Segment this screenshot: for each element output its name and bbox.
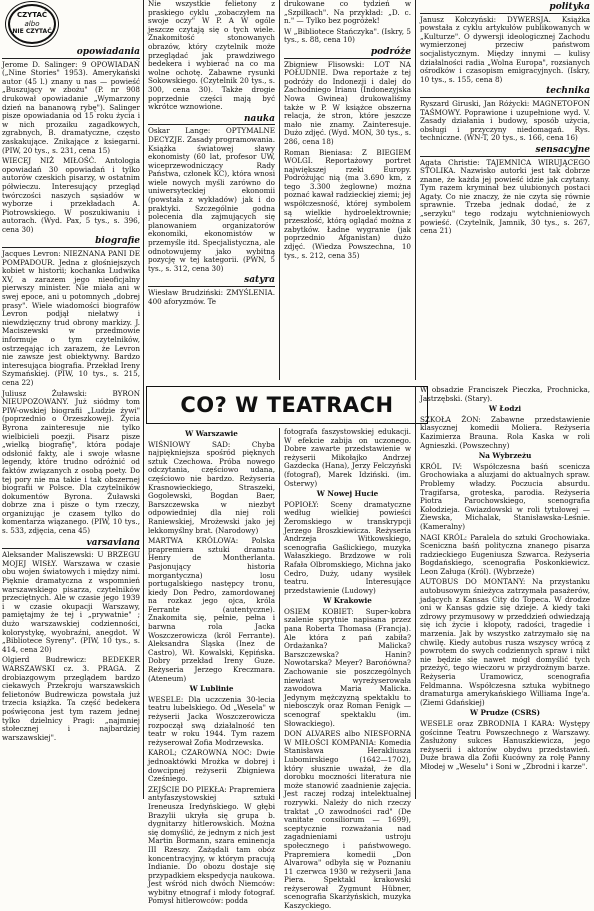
city-nowa-huta: W Nowej Hucie: [316, 489, 379, 499]
review-salinger: Jerome D. Salinger: 9 OPOWIADAŃ („Nine Stories" 1953). Amerykański autor (45 l.) znany u nas — powieść „Buszujący w zbożu" (P. nr 908 drukował opowiadanie „Wymarzony dzień na bananową rybę"). Salinger pisze opowiadania od 15 roku życia i w nich prozaiku zagadkowych, zgrabnych, B. dramatyczne, często zaskakujące. Znikające z ksiegarni. (PIW, 20 tys., s. 231, cena 15): [2, 59, 140, 155]
theatre-box: [146, 386, 428, 424]
theatre-martwa-krolowa: MARTWA KRÓLOWA: Polska prapremiera sztuki dramatu Henry de Montherlanta. Pasjonujący historia morgantyczna) losu portugalskiego następcy tronu, kiedy Don Pedro, zamordowanej na rozkaz jego ojca, króla Ferrante (autentyczne). Znakomita się, pełnie, pełna i barwna rola Jacka Woszczerowicza (król Ferrante). Aleksandra Śląska (Inez de Castro), Wł. Kowalski, Kępińska. Dobry przekład Ireny Guze. Reżyseria Jerzego Kreczmara. (Ateneum): [148, 536, 275, 683]
column-2: [148, 0, 275, 382]
theatre-popioly: POPIOŁY: Sceny dramatyczne według wielkiej powieści Żeromskiego w transkrypcji Jerzego Broszkiewicza. Reżyseria Andrzeja Witkowskiego, scenografia Gaślickiego, muzyka Wałaszkiego. Brzdzowe w roli Rafała Olbromskiego, Michna jako Cedro, Duży, udany wysiłek teatru. Interesujące przedstawienie (Ludowy): [284, 499, 411, 595]
city-warszawa: W Warszawie: [185, 429, 238, 438]
section-heading-satyra: satyra: [148, 276, 275, 287]
city-praga: W Prudze (CSRS): [469, 708, 541, 718]
column-divider-3: [415, 0, 416, 380]
column-1: [2, 0, 140, 799]
section-heading-podroze: podróże: [284, 48, 411, 59]
theatre-nagi-krol: NAGI KRÓL: Paralela do sztuki Grochowiaka. Sceniczna baśń polityczna znanego pisarza radzieckiego Eugeniusza Szwarca. Reżyseria Bogdańskiego, scenografia Poskonkiewicz. Leon Załuga (Król). (Wybrzeże): [420, 532, 590, 576]
section-heading-sensacyjne: sensacyjne: [420, 146, 590, 157]
review-bedeker: Olgierd Budrewicz: BEDEKER WARSZAWSKI cz. 3. PRAGA. Z drobiazgowym przeglądem bardzo ciekawych Przekroju warszawskich felietonów Budrewicza powstała już trzecia książka. Ta część bedekera poświęcona jest tym razem jednej tylko dzielnicy Pragi: „najmniej stołecznej i najbardziej warszawskiej".: [2, 655, 140, 742]
review-wiecej-niz-milosc: WIECEJ NIŻ MIŁOŚĆ. Antologia opowiadań 30 opowiadań i tylko autorów czeskich pisarzy, w ostatnim półwieczu. Interesujący przegląd twórczości naszych sąsiadów w wyborze i przekładach A. Piotrowskiego. W poszukiwaniu i autorach. (Wyd. Pax, 5 tys., s. 396, cena 30): [2, 156, 140, 234]
review-christie: Agata Christie: TAJEMNICA WIRUJĄCEGO STOLIKA. Nazwisko autorki jest tak dobrze znane, że każda jej powieść idzie jak czytany. Tym razem kryminał bez ulubionych postaci Agaty. Co nie znaczy, że nie czyta się równie sprawnie. Trzeba jednak dodać, że z „serzyku" tego rodzaju wytchnieniowych powieść. (Czytelnik, Jamnik, 30 tys., s. 267, cena 21): [420, 157, 590, 236]
review-byron: Juliusz Żuławski: BYRON NIEUPOZOWANY. Już siódmy tom PIW-owskiej biografii „Ludzie żywi" (poprzednio o Orzeszkowej). Życia Byrona zainteresuje nie tylko wielbicieli poezji. Pisarz pisze „wielką biografię", która podaje odsłonić fakty, ale i swoje własne legendy, które trudno odróżnić od faktów związanych z osobą poety. Do tej pory nie ma takie i tak obszernej biografii w Polsce. Dla czytelników dokumentów Byrona. Żuławski dobrze zna i pisze o tym rzeczy, organizując je czasem tylko do komentarza wiązanego. (PIW, 10 tys., s. 533, zdjęcia, cena 45): [2, 388, 140, 536]
review-kolczynski: Janusz Kołczyński: DYWERSJA. Książka powstała z cyklu artykułów publikowanych w „Kulturze". O dywersji ideologicznej Zachodu wymierzonej przeciw państwom socjalistycznym. Między innymi — kulisy działalności radia „Wolna Europa", rozsianych ośrodków i czasopism emigracyjnych. (Iskry, 10 tys., s. 155, cena 8): [420, 14, 590, 84]
theatre-column-2: [284, 427, 411, 911]
column-divider-2: [279, 0, 280, 380]
city-krakow: W Krakowie: [323, 596, 372, 606]
section-heading-nauka: nauka: [148, 115, 275, 126]
theatre-zejscie-continued: fotografa faszystowskiej edukacji. W efekcie zabija on uczonego. Dobre zawarte przedstawienie w reżyserii Mikołajko Andrzej Gazdecka (Hana), Jerzy Felczyński (fotograf), Marek Idziński. (im. Osterwy): [284, 427, 411, 488]
theatre-autobus-do-montany: AUTOBUS DO MONTANY: Na przystanku autobusowym śnieżyca zatrzymała pasażerów, jadących z Kansas City do Topeca. W drodze oni w Kansas gdzie się dzieje. A kiedy taki zdrowy przymusowy w przeddzień odwiedzają się ich życie i kłopoty, radości, tragedie i marzenia. Jak by wszystko zatrzymało się na chwilę. Kiedy autobus rusza wszyscy wrócą z powrotem do swych codziennych spraw i nikt nie będzie się nawet mógł domyślić tych przeżyć, tego wieczoru w przydrożnym barze. Reżyseria Uramowicz, scenografia Feldmanna. Współczesna sztuka wybitnego dramaturga amerykańskiego Williama Inge'a. (Ziemi Gdańskiej): [420, 577, 590, 707]
theatre-karol: KAROL; CZAROWNA NOC: Dwie jednoaktówki Mrożka w dobrej i dowcipnej reżyserii Zbigniewa Cześniego.: [148, 748, 275, 784]
city-lublin: W Lublinie: [189, 684, 234, 694]
badge-line1: CZYTAĆ: [16, 11, 48, 19]
city-lodz: W Łodzi: [488, 404, 522, 414]
theatre-osiem-kobiet: OSIEM KOBIET: Super-kobra szalenie sprytnie napisana przez pana Roberta Thomasa (Francja). Ale która z pań zabiła? Ordażanka? Malicka? Barszczewska? Hanin? Nowotarska? Meyer? Barońówna? Zachowanie sie poszczególnych niewiast wyreżyserowała zawodowa Maria Malicka. Jedynym mężczyzną spektaklu to niebosczyk oraz Roman Fenigk — scenograf spektaklu (im. Słowackiego).: [284, 606, 411, 728]
review-flisowski: Zbigniew Flisowski: LOT NA POŁUDNIE. Dwa reportaże z tej podróży do Indonezji i dalej do Zachodniego Irianu (Indonezyjska Nowa Gwinea) drukowaliśmy także w P. W książce obszerna relacja, że stron, które jeszcze mało nie znamy. Zainteresuje. Dużo zdjęć. (Wyd. MON, 30 tys., s. 286, cena 18): [284, 59, 411, 146]
section-heading-technika: technika: [420, 87, 590, 98]
review-bedeker-continued: Nie wszystkie felietony z praskiego cyklu „zobaczyłem na swoje oczy" W P. A W ogóle jeszcze czytają się o tych wiele. Znakomitość stonowanych obrazów, który czytelnik może przeglądać jak prawdziwego bedekera i wybierać na co ma wolne ochotę. Zabawne rysunki Sokowskiego. (Czytelnik 20 tys., s. 300, cena 30). Także drogie poprzednie części mają być wkrótce wznowione.: [148, 0, 275, 112]
review-pompadour: Jacques Levron: NIEZNANA PANI DE POMPADOUR. Jedna z głośniejszych kobiet w historii; kochanka Ludwika XV, a zarazem jego nieoficjalny pierwszy minister. Nie miała ani w swej epoce, ani u potomnych „dobrej prasy". Wiele wiadomości biografów Levron podjął niełatwy i niewdzięczny trud obrony markizy. J. Maciszewski w przedmowie informuje o tym czytelników, ostrzegając ich zarazem, że Levron nie zawsze jest obiektywny. Bardzo interesująca biografia. Przekład Ireny Szymańskiej. (PIW, 10 tys., s. 215, cena 22): [2, 249, 140, 387]
theatre-zejscie-do-piekla: ZEJŚCIE DO PIEKŁA: Prapremiera antyfaszystowskiej sztuki Ireneusza Iredyńskiego. W głębi Brazylii ukryła się grupa b. dygnitarzy hitlerowskich. Można się domyślić, że jednym z nich jest Martin Bormann, szara eminencja III Rzeszy. Zażądali tam obóz koncentracyjny, w którym pracują Indianie. Do obozu dostaje się przypadkiem ekspedycja naukowa. Jest wśród nich dwóch Niemców: wybitny etnograf i młody fotograf. Pomysł hitlerowców: podda: [148, 784, 275, 906]
theatre-szkola-zon: SZKOŁA ŻON: Zabawne przedstawienie klasycznej komedii Moliera. Reżyseria Kazimierza Brauna. Rola Kaska w roli Agnieszki. (Powszechny): [420, 414, 590, 450]
theatre-headline: CO? W TEATRACH: [180, 393, 394, 417]
column-3: [284, 0, 411, 382]
theatre-krol-iv: KRÓL IV: Współczesna baśń scenicza Grochowiaka a aluzjami do aktualnych spraw. Problemy władzy. Poczucia absurdu. Tragifarsa, groteska, parodia. Reżyseria Piotra Parochowskiego, scenografia Kołodzieja. Gwiazdowski w roli tytułowej — Ziewska, Michalak, Stanisławska-Leśnie. (Kameralny): [420, 461, 590, 531]
theatre-column-1: [148, 428, 275, 906]
theatre-wesele-lublin: WESELE: Dla uczczenia 30-lecia teatru lubelskiego. Od „Wesela" w reżyserii Jacka Woszczerowicza rozpoczął swą działalność ten teatr w roku 1944. Tym razem reżyserował Zofia Modrzewska.: [148, 694, 275, 747]
theatre-wesele-zbrodnia: WESELE oraz ZBRODNIA I KARA: Występy gościnne Teatru Powszechnego z Warszawy. Zasłużony sukces Hanuszkiewicza, jego reżyserii i aktorów obydwu przedstawień. Duże brawa dla Zofii Kucówny za rolę Panny Młodej w „Weselu" i Soni w „Zbrodni i karze".: [420, 718, 590, 771]
review-bieniasa: Roman Bieniasa: Z BIEGIEM WOLGI. Reportażowy portret największej rzeki Europy. Podróżując nią (ma 3.690 km, z tego 3.300 żeglowne) można poznać kawał radzieckiej ziemi; jej współczesność, której symbolem są wielkie hydroelektrownie; przeszłość, którą oglądać można z zabytków. Ładne wygranie (jak poprzednio Afganistan) dużo zdjęć. (Wiedza Powszechna, 10 tys., s. 212, cena 35): [284, 147, 411, 260]
theatre-divider-2: [415, 386, 416, 799]
theatre-wisniowy-sad: WIŚNIOWY SAD: Chyba najpiękniejsza spośród pięknych sztuk Czechowa. Próba nowego odczytania, częściowo udana, częściowo nie bardzo. Reżyseria Krasnowieckiego, Straszeki, Gogolewski, Bogdan Baer, Barszczewska w niezbyt odpowiedniej dla niej roli Raniewskiej, Mrożewski jako jej lekkomyślny brat. (Narodowy): [148, 439, 275, 535]
badge-line3: NIE CZYTAĆ: [12, 28, 52, 35]
theatre-don-alvares-continued: W obsadzie Franciszek Pieczka, Prochnicka, Jastrzębski. (Stary).: [420, 385, 590, 403]
section-heading-polityka: polityka: [420, 3, 590, 14]
review-brudzinski-continued: drukowane co tydzień w „Szpilkach". Na przykład: „D. c. n." — Tylko bez pogróżek!: [284, 0, 411, 26]
theatre-column-3: [420, 386, 590, 799]
section-heading-opowiadania: opowiadania: [2, 48, 140, 59]
theatre-divider-1: [279, 428, 280, 799]
column-divider-1: [143, 0, 144, 799]
read-or-not-badge: [8, 4, 56, 44]
column-4: [420, 0, 590, 382]
badge-line2: albo: [24, 20, 40, 28]
review-magnetofon: Ryszard Giruski, Jan Różycki: MAGNETOFON TAŚMOWY. Poprawione i uzupełnione wyd. V. Zasady działania i budowy, sposób użycia, obsługi i przyczyny niedomagań. Rys. techniczne. (WN-T, 20 tys., s. 166, cena 16): [420, 98, 590, 143]
review-brudzinski: Wiesław Brudziński: ZMYŚLENIA. 400 aforyzmów. Te: [148, 288, 275, 306]
review-maliszewski: Aleksander Maliszewski: U BRZEGU MOJEJ WISŁY. Warszawa w czasie obu wojen światowych i między nimi. Pięknie dramatyczna z wspomnień warszawskiego pisarza, czytelników przeciętnych. Ale w czasie jego 1939 i w czasie okupacji Warszawy, pamiętajmy że tej i „prywatnie" ; dużo warszawskiej codzienności, kolorystykę, wyobraźni, anegdot. W „Bibliotece Syreny". (PIW, 10 tys., s. 414, cena 20): [2, 550, 140, 654]
section-heading-biografie: biografie: [2, 237, 140, 248]
review-brudzinski-source: W „Bibliotece Stańczyka". (Iskry, 5 tys., s. 88, cena 10): [284, 26, 411, 45]
theatre-don-alvares: DON ALVARES albo NIESFORNA W MIŁOŚCI KOMPANIA: Komedia Stanisława Herakliusza Lubomirskiego (1642—1702), który słusznie uważał, że dla dorobku moczności literatura nie może stanowić zaadnienie zajęcia. Jest raczej rodzaj intelektualnej rozrywki. Należy do nich rzeczy traktat „O zawodności rad" (De vanitate consiliorum — 1699), sceptycznie rozważania nad zagadnieniami ustroju społecznego i państwowego. Prapremiera komedii „Don Alvarowa" odbyła się w Poznaniu 11 czerwca 1930 w reżyserii Jana Piera. Spektakl krakowski reżyserował Zygmunt Hübner, scenografia Skarżyńskich, muzyka Kaszyckiego.: [284, 729, 411, 911]
section-heading-varsaviana: varsaviana: [2, 539, 140, 550]
review-lange: Oskar Lange: OPTYMALNE DECYZJE. Zasady programowania. Książka światowej sławy ekonomisty (60 lat, profesor UW, wiceprzewodniczący Rady Państwa, członek KC), która wnosi wiele nowych myśli zarówno do uniwersyteckiej ekonomii (powstała z wykładów) jak i do praktyki. Szczególnie godna polecenia dla zajmujących się planowaniem organizatorów ekonomiki, ekonomistów w przemyśle itd. Specjalistyczna, ale odnotowujemy jako wybitną pozycję w tej kategorii. (PWN, 5 tys., s. 312, cena 30): [148, 126, 275, 273]
city-wybrzeze: Na Wybrzeżu: [478, 451, 532, 461]
